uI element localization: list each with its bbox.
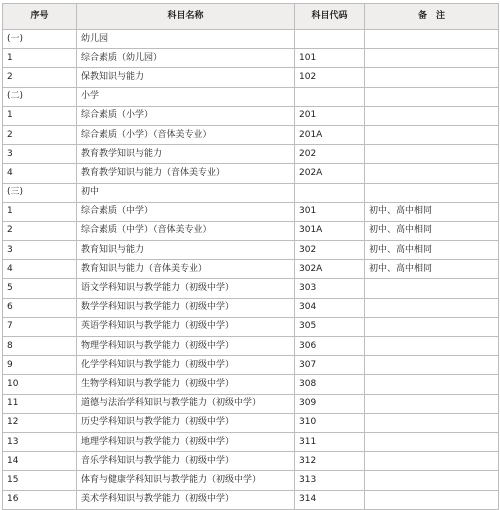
cell-subject-name: 综合素质（中学）（音体美专业） (77, 221, 295, 240)
cell-subject-code (295, 183, 365, 202)
table-row (3, 164, 499, 183)
table-row (3, 452, 499, 471)
cell-subject-name: 小学 (77, 87, 295, 106)
cell-remarks (365, 452, 499, 471)
cell-remarks (365, 337, 499, 356)
cell-subject-name: 综合素质（小学） (77, 106, 295, 125)
cell-subject-code: 306 (295, 337, 365, 356)
cell-serial-no: 1 (3, 106, 77, 125)
cell-subject-name: 教育教学知识与能力 (77, 145, 295, 164)
cell-subject-name: 幼儿园 (77, 30, 295, 49)
cell-serial-no: 15 (3, 471, 77, 490)
header-remarks: 备 注 (365, 4, 499, 30)
cell-subject-name: 体育与健康学科知识与教学能力（初级中学） (77, 471, 295, 490)
cell-subject-code: 311 (295, 432, 365, 451)
cell-subject-code: 301A (295, 221, 365, 240)
cell-remarks (365, 164, 499, 183)
cell-subject-name: 教育知识与能力 (77, 241, 295, 260)
cell-remarks (365, 432, 499, 451)
cell-subject-name: 美术学科知识与教学能力（初级中学） (77, 490, 295, 509)
cell-subject-code: 309 (295, 394, 365, 413)
cell-subject-name: 化学学科知识与教学能力（初级中学） (77, 356, 295, 375)
table-row (3, 241, 499, 260)
cell-subject-name: 综合素质（中学） (77, 202, 295, 221)
cell-subject-name: 道德与法治学科知识与教学能力（初级中学） (77, 394, 295, 413)
cell-serial-no: (二) (3, 87, 77, 106)
cell-subject-name: 地理学科知识与教学能力（初级中学） (77, 432, 295, 451)
cell-subject-code (295, 87, 365, 106)
cell-remarks (365, 317, 499, 336)
cell-serial-no: 2 (3, 221, 77, 240)
table-row (3, 279, 499, 298)
cell-subject-code: 310 (295, 413, 365, 432)
cell-remarks: 初中、高中相同 (365, 241, 499, 260)
cell-serial-no: 12 (3, 413, 77, 432)
cell-remarks (365, 49, 499, 68)
cell-serial-no: 7 (3, 317, 77, 336)
cell-subject-code: 201 (295, 106, 365, 125)
cell-subject-code: 101 (295, 49, 365, 68)
cell-serial-no: 8 (3, 337, 77, 356)
cell-subject-code: 308 (295, 375, 365, 394)
table-row (3, 260, 499, 279)
table-row (3, 317, 499, 336)
cell-serial-no: 1 (3, 49, 77, 68)
cell-subject-name: 初中 (77, 183, 295, 202)
cell-subject-name: 生物学科知识与教学能力（初级中学） (77, 375, 295, 394)
cell-subject-name: 综合素质（小学）（音体美专业） (77, 125, 295, 144)
cell-remarks: 初中、高中相同 (365, 221, 499, 240)
table-row (3, 356, 499, 375)
cell-serial-no: (一) (3, 30, 77, 49)
cell-subject-code: 301 (295, 202, 365, 221)
cell-remarks (365, 413, 499, 432)
table-row (3, 145, 499, 164)
cell-subject-name: 历史学科知识与教学能力（初级中学） (77, 413, 295, 432)
cell-remarks (365, 298, 499, 317)
table-row (3, 106, 499, 125)
cell-serial-no: 3 (3, 145, 77, 164)
cell-subject-name: 数学学科知识与教学能力（初级中学） (77, 298, 295, 317)
cell-serial-no: 2 (3, 68, 77, 87)
cell-subject-name: 物理学科知识与教学能力（初级中学） (77, 337, 295, 356)
cell-subject-code: 201A (295, 125, 365, 144)
cell-serial-no: 4 (3, 164, 77, 183)
header-subject-code: 科目代码 (295, 4, 365, 30)
cell-subject-code: 302A (295, 260, 365, 279)
cell-remarks (365, 68, 499, 87)
table-row (3, 394, 499, 413)
cell-remarks (365, 30, 499, 49)
cell-serial-no: 1 (3, 202, 77, 221)
cell-subject-name: 英语学科知识与教学能力（初级中学） (77, 317, 295, 336)
cell-subject-code: 202 (295, 145, 365, 164)
cell-subject-name: 保教知识与能力 (77, 68, 295, 87)
cell-subject-code: 312 (295, 452, 365, 471)
table-row (3, 471, 499, 490)
cell-serial-no: (三) (3, 183, 77, 202)
cell-remarks (365, 145, 499, 164)
cell-subject-name: 综合素质（幼儿园） (77, 49, 295, 68)
cell-subject-code: 303 (295, 279, 365, 298)
cell-remarks: 初中、高中相同 (365, 202, 499, 221)
cell-remarks (365, 471, 499, 490)
table-row (3, 375, 499, 394)
cell-subject-code: 313 (295, 471, 365, 490)
cell-subject-name: 教育教学知识与能力（音体美专业） (77, 164, 295, 183)
cell-serial-no: 9 (3, 356, 77, 375)
cell-subject-code: 305 (295, 317, 365, 336)
cell-serial-no: 16 (3, 490, 77, 509)
table-row (3, 125, 499, 144)
cell-serial-no: 5 (3, 279, 77, 298)
table-row (3, 413, 499, 432)
table-row (3, 298, 499, 317)
cell-remarks (365, 356, 499, 375)
cell-remarks (365, 279, 499, 298)
cell-remarks (365, 394, 499, 413)
cell-serial-no: 10 (3, 375, 77, 394)
subject-table-container (2, 3, 498, 510)
cell-serial-no: 11 (3, 394, 77, 413)
cell-subject-code: 202A (295, 164, 365, 183)
cell-serial-no: 14 (3, 452, 77, 471)
cell-subject-name: 音乐学科知识与教学能力（初级中学） (77, 452, 295, 471)
cell-serial-no: 4 (3, 260, 77, 279)
cell-serial-no: 2 (3, 125, 77, 144)
cell-remarks (365, 183, 499, 202)
cell-remarks (365, 125, 499, 144)
cell-remarks (365, 87, 499, 106)
cell-serial-no: 3 (3, 241, 77, 260)
section-row (3, 183, 499, 202)
table-header-row (3, 4, 499, 30)
cell-remarks: 初中、高中相同 (365, 260, 499, 279)
cell-subject-code: 102 (295, 68, 365, 87)
table-body (3, 30, 499, 510)
cell-serial-no: 6 (3, 298, 77, 317)
table-row (3, 202, 499, 221)
table-row (3, 337, 499, 356)
cell-subject-code: 304 (295, 298, 365, 317)
cell-remarks (365, 375, 499, 394)
cell-subject-name: 教育知识与能力（音体美专业） (77, 260, 295, 279)
cell-serial-no: 13 (3, 432, 77, 451)
subject-table (2, 3, 499, 510)
table-row (3, 68, 499, 87)
section-row (3, 87, 499, 106)
table-row (3, 49, 499, 68)
cell-subject-code: 307 (295, 356, 365, 375)
table-row (3, 432, 499, 451)
cell-remarks (365, 106, 499, 125)
cell-subject-code (295, 30, 365, 49)
section-row (3, 30, 499, 49)
cell-subject-code: 302 (295, 241, 365, 260)
cell-subject-code: 314 (295, 490, 365, 509)
header-subject-name: 科目名称 (77, 4, 295, 30)
table-row (3, 221, 499, 240)
cell-subject-name: 语文学科知识与教学能力（初级中学） (77, 279, 295, 298)
header-serial-no: 序号 (3, 4, 77, 30)
